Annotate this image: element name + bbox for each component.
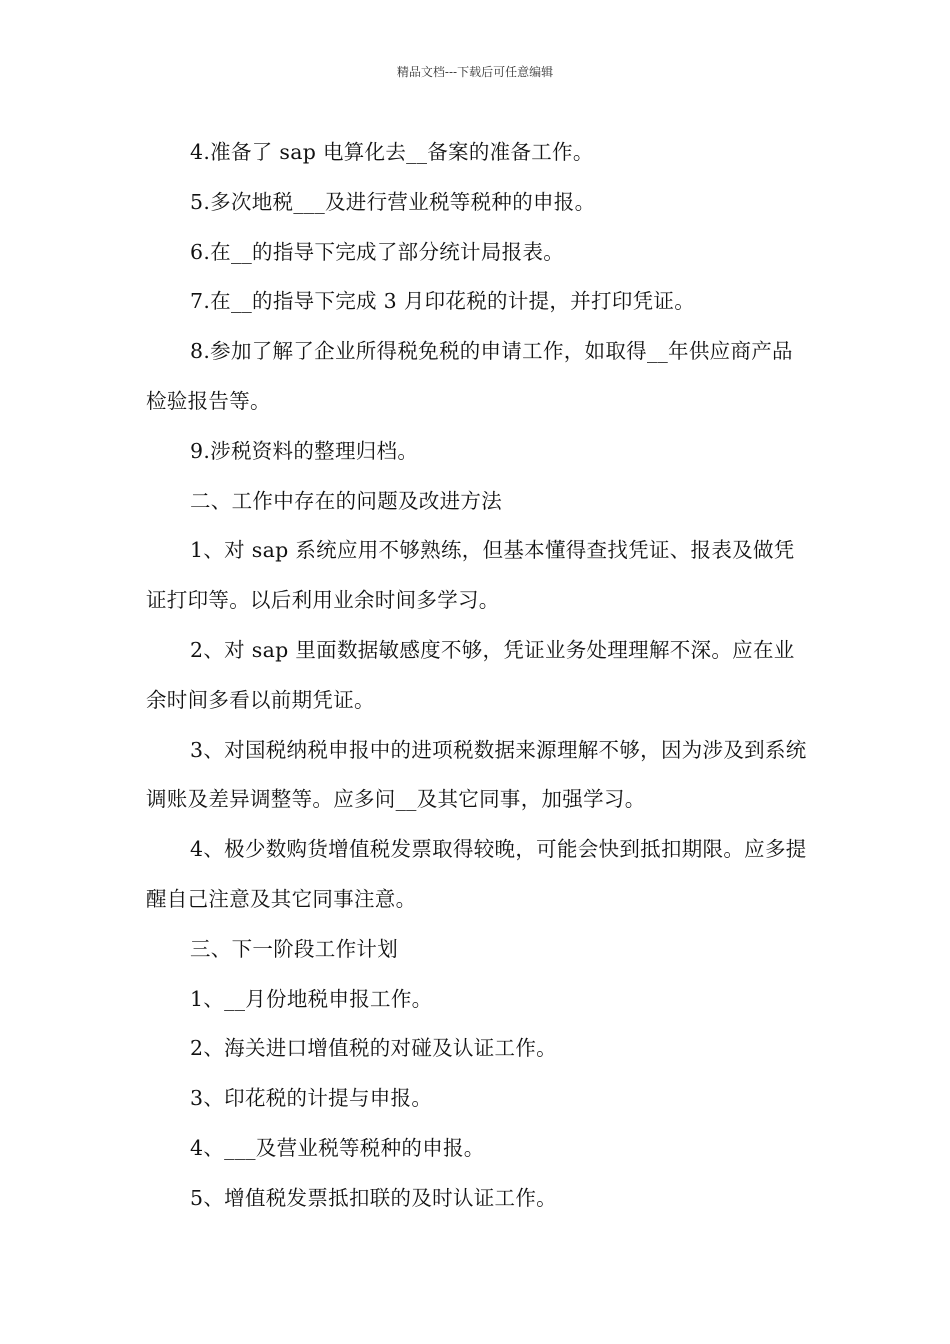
list-item: 9.涉税资料的整理归档。 (190, 438, 419, 463)
document-body (146, 128, 808, 1224)
section-heading: 三、下一阶段工作计划 (190, 936, 398, 961)
list-item: 4、极少数购货增值税发票取得较晚，可能会快到抵扣期限。应多提醒自己注意及其它同事注意。 (146, 837, 807, 911)
list-item: 4、___及营业税等税种的申报。 (190, 1135, 485, 1160)
page-header: 精品文档---下载后可任意编辑 (396, 65, 554, 79)
list-item: 5、增值税发票抵扣联的及时认证工作。 (190, 1185, 557, 1210)
list-item: 5.多次地税___及进行营业税等税种的申报。 (190, 189, 596, 214)
list-item: 6.在__的指导下完成了部分统计局报表。 (190, 239, 565, 264)
list-item: 7.在__的指导下完成 3 月印花税的计提，并打印凭证。 (190, 289, 696, 314)
list-item: 8.参加了解了企业所得税免税的申请工作，如取得__年供应商产品检验报告等。 (146, 339, 793, 413)
list-item: 2、海关进口增值税的对碰及认证工作。 (190, 1036, 557, 1061)
list-item: 3、印花税的计提与申报。 (190, 1086, 433, 1111)
list-item: 4.准备了 sap 电算化去__备案的准备工作。 (190, 140, 594, 164)
list-item: 1、__月份地税申报工作。 (190, 986, 433, 1011)
section-heading: 二、工作中存在的问题及改进方法 (190, 488, 502, 513)
list-item: 2、对 sap 里面数据敏感度不够，凭证业务处理理解不深。应在业余时间多看以前期凭证。 (146, 637, 795, 712)
list-item: 1、对 sap 系统应用不够熟练，但基本懂得查找凭证、报表及做凭证打印等。以后利用业余时间多学习。 (146, 538, 795, 613)
list-item: 3、对国税纳税申报中的进项税数据来源理解不够，因为涉及到系统调账及差异调整等。应多问__及其它同事，加强学习。 (146, 737, 807, 812)
